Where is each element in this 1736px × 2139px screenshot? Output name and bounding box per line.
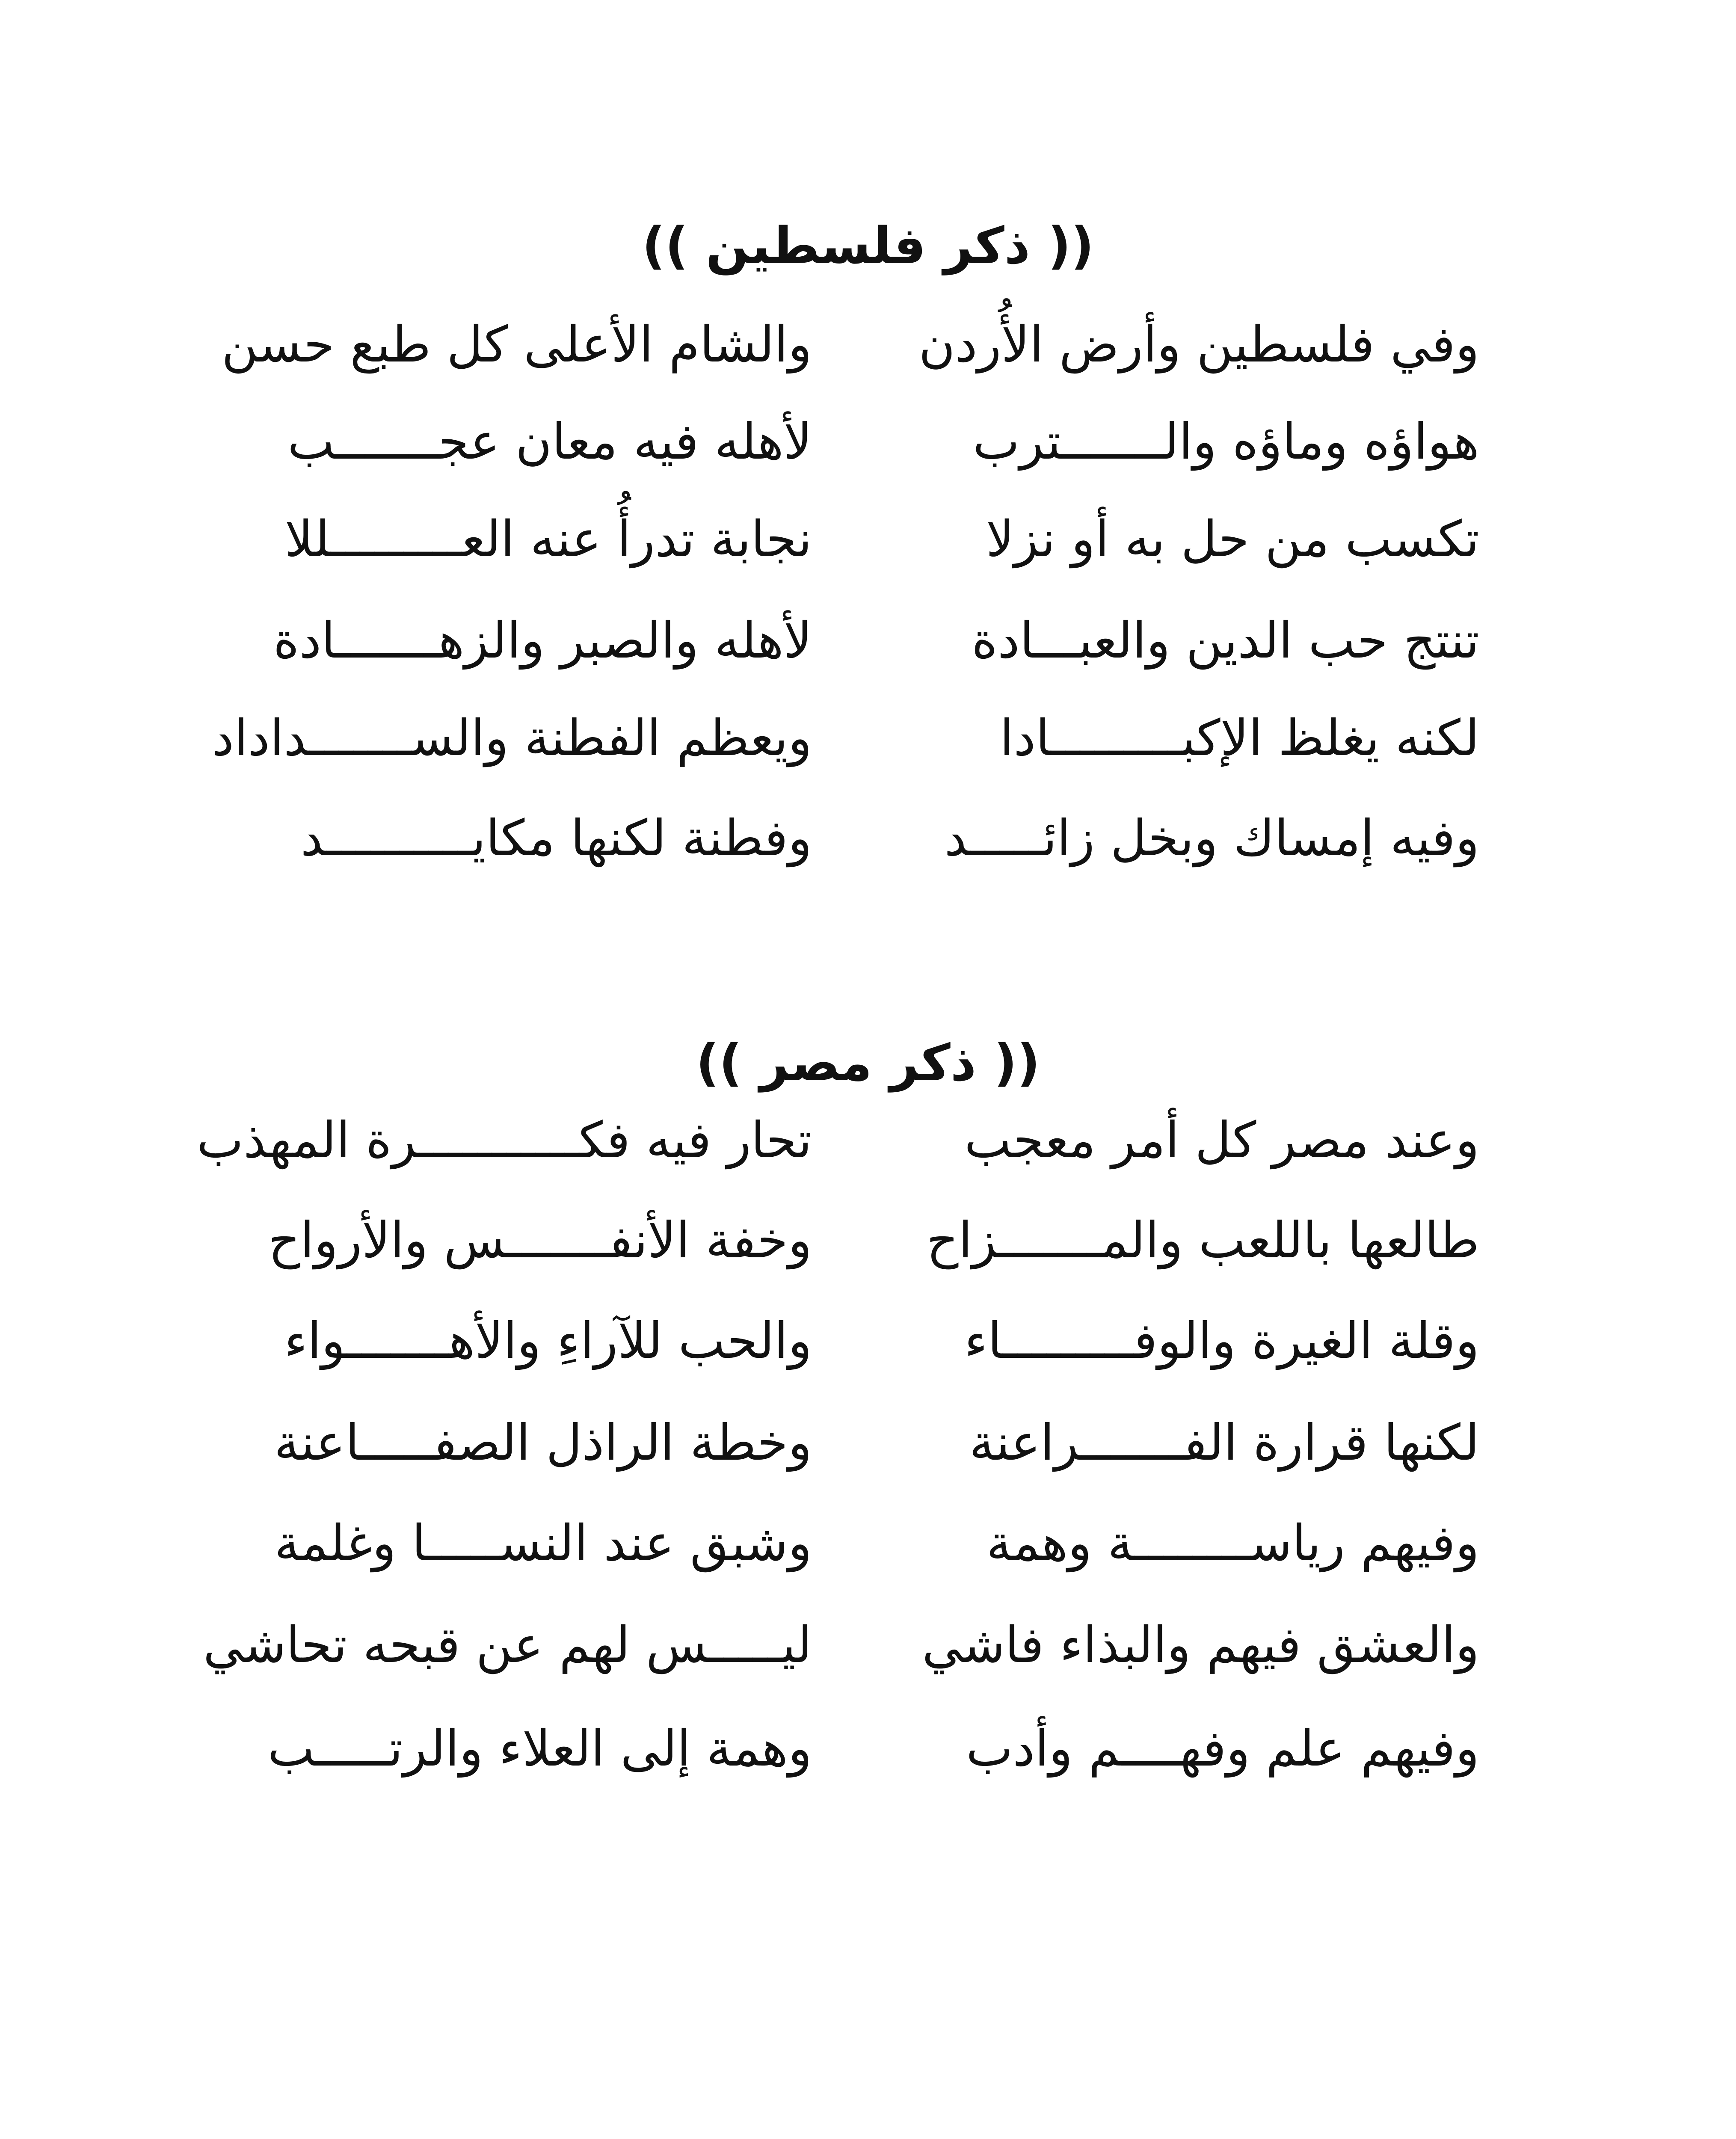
verse-hemistich-right: وقلة الغيرة والوفـــــــــاء (964, 1312, 1479, 1370)
verse-hemistich-left: تحار فيه فكـــــــــــرة المهذب (196, 1111, 812, 1169)
verse-hemistich-right: وفيهم علم وفهــــم وأدب (966, 1720, 1479, 1778)
verse-hemistich-left: والشام الأعلى كل طبع حسن (221, 316, 812, 373)
verse-hemistich-right: هواؤه وماؤه والـــــــترب (973, 413, 1479, 471)
verse-hemistich-left: وهمة إلى العلاء والرتـــــب (267, 1720, 812, 1778)
verse-hemistich-left: وخفة الأنفـــــــس والأرواح (268, 1212, 812, 1269)
verse-hemistich-left: وخطة الراذل الصفـــــاعنة (274, 1414, 812, 1472)
verse-hemistich-right: وفيهم رياســــــــة وهمة (986, 1514, 1479, 1572)
verse-hemistich-left: ويعظم الفطنة والســـــــداداد (212, 709, 812, 767)
verse-hemistich-left: لأهله والصبر والزهـــــــادة (273, 612, 812, 670)
verse-hemistich-right: طالعها باللعب والمـــــــزاح (926, 1212, 1479, 1269)
verse-hemistich-left: لأهله فيه معان عجـــــــب (287, 413, 812, 471)
verse-hemistich-left: والحب للآراءِ والأهـــــــواء (284, 1312, 812, 1370)
verse-hemistich-left: وشبق عند النســـــا وغلمة (274, 1514, 812, 1572)
verse-hemistich-right: لكنها قرارة الفـــــــراعنة (969, 1414, 1479, 1472)
verse-hemistich-left: نجابة تدرأُ عنه العـــــــــللا (284, 510, 812, 568)
verse-hemistich-right: تنتج حب الدين والعبـــادة (972, 612, 1479, 670)
verse-hemistich-left: ليـــــس لهم عن قبحه تحاشي (203, 1616, 812, 1674)
verse-hemistich-right: والعشق فيهم والبذاء فاشي (922, 1616, 1479, 1674)
verse-hemistich-right: لكنه يغلظ الإكبـــــــــادا (1000, 709, 1479, 767)
section-title-palestine: (( ذكر فلسطين )) (642, 216, 1094, 275)
verse-hemistich-right: وفي فلسطين وأرض الأُردن (918, 316, 1479, 373)
verse-hemistich-left: وفطنة لكنها مكايــــــــــد (300, 809, 812, 867)
section-title-egypt: (( ذكر مصر )) (696, 1033, 1040, 1092)
verse-hemistich-right: وفيه إمساك وبخل زائـــــد (944, 809, 1479, 867)
verse-hemistich-right: وعند مصر كل أمر معجب (964, 1111, 1479, 1169)
verse-hemistich-right: تكسب من حل به أو نزلا (986, 510, 1479, 568)
